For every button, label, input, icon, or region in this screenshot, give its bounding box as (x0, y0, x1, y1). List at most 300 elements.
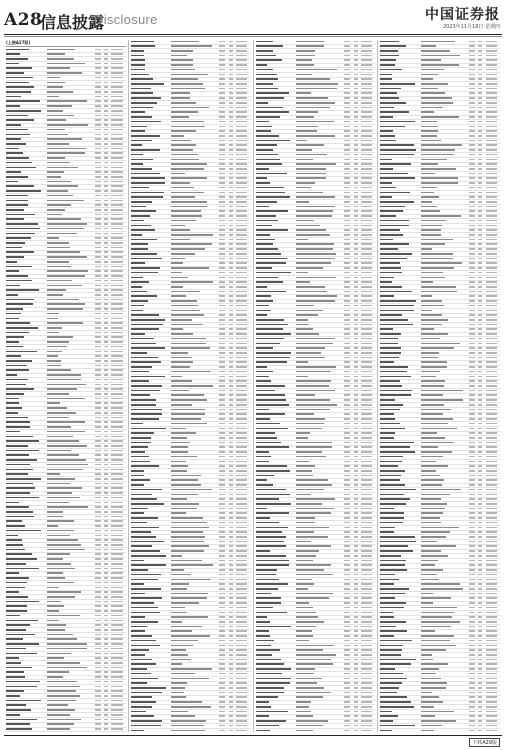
fine-print-text (236, 626, 247, 628)
table-cell (111, 350, 125, 353)
fine-print-text (131, 239, 157, 241)
fine-print-text (47, 82, 65, 84)
fine-print-text (229, 380, 233, 382)
fine-print-text (361, 88, 372, 90)
fine-print-text (95, 700, 101, 702)
table-cell (229, 493, 236, 496)
fine-print-text (47, 643, 87, 645)
table-cell (131, 177, 172, 180)
table-cell (171, 158, 219, 161)
fine-print-text (171, 715, 195, 717)
fine-print-text (344, 267, 350, 269)
fine-print-text (354, 206, 358, 208)
fine-print-text (219, 682, 225, 684)
fine-print-text (6, 473, 28, 475)
fine-print-text (344, 286, 350, 288)
table-cell (111, 48, 125, 51)
fine-print-text (131, 243, 148, 245)
fine-print-text (95, 72, 101, 74)
fine-print-text (131, 300, 149, 302)
fine-print-text (104, 605, 108, 607)
fine-print-text (171, 258, 185, 260)
table-cell (47, 577, 95, 580)
fine-print-text (47, 299, 80, 301)
fine-print-text (111, 96, 122, 98)
fine-print-text (219, 649, 225, 651)
fine-print-text (111, 572, 122, 574)
table-cell (95, 265, 105, 268)
fine-print-text (104, 332, 108, 334)
fine-print-text (111, 431, 122, 433)
fine-print-text (131, 593, 145, 595)
fine-print-text (47, 671, 69, 673)
fine-print-text (131, 428, 166, 430)
table-cell (111, 643, 125, 646)
fine-print-text (296, 215, 331, 217)
fine-print-text (219, 465, 225, 467)
fine-print-text (95, 506, 101, 508)
table-cell (6, 591, 47, 594)
table-cell (47, 416, 95, 419)
table-cell (236, 59, 250, 62)
fine-print-text (256, 144, 278, 146)
fine-print-text (47, 704, 69, 706)
fine-print-text (236, 281, 247, 283)
table-cell (111, 657, 125, 660)
fine-print-text (171, 239, 190, 241)
fine-print-text (131, 612, 160, 614)
table-cell (236, 663, 250, 666)
table-cell (236, 644, 250, 647)
table-cell (95, 124, 105, 127)
table-cell (47, 265, 95, 268)
table-cell (47, 591, 95, 594)
fine-print-text (236, 545, 247, 547)
table-cell (6, 516, 47, 519)
table-cell (47, 298, 95, 301)
table-cell (131, 503, 172, 506)
fine-print-text (104, 181, 108, 183)
table-cell (236, 97, 250, 100)
fine-print-text (236, 126, 247, 128)
table-cell (131, 253, 172, 256)
table-cell (111, 360, 125, 363)
table-cell (236, 239, 250, 242)
fine-print-text (256, 361, 288, 363)
fine-print-text (256, 111, 289, 113)
fine-print-text (236, 470, 247, 472)
table-cell (6, 265, 47, 268)
table-cell (361, 352, 375, 355)
fine-print-text (361, 144, 372, 146)
table-cell (111, 563, 125, 566)
fine-print-text (131, 343, 156, 345)
table-cell (47, 63, 95, 66)
fine-print-text (354, 432, 358, 434)
fine-print-text (296, 310, 323, 312)
table-cell (131, 314, 172, 317)
table-cell (219, 630, 229, 633)
table-cell (219, 305, 229, 308)
table-cell (344, 83, 354, 86)
fine-print-text (104, 195, 108, 197)
table-cell (47, 119, 95, 122)
table-cell (171, 644, 219, 647)
fine-print-text (354, 310, 358, 312)
fine-print-text (104, 398, 108, 400)
fine-print-text (296, 305, 314, 307)
fine-print-text (6, 653, 37, 655)
fine-print-text (95, 96, 101, 98)
table-cell (256, 432, 297, 435)
table-cell (219, 550, 229, 553)
fine-print-text (95, 643, 101, 645)
table-cell (219, 333, 229, 336)
fine-print-text (47, 487, 82, 489)
table-cell (344, 201, 354, 204)
table-cell (47, 365, 95, 368)
fine-print-text (47, 105, 72, 107)
fine-print-text (296, 418, 325, 420)
fine-print-text (6, 49, 29, 51)
fine-print-text (104, 96, 108, 98)
fine-print-text (171, 489, 211, 491)
fine-print-text (296, 206, 335, 208)
table-cell (47, 129, 95, 132)
table-cell (171, 522, 219, 525)
fine-print-text (95, 251, 101, 253)
fine-print-text (219, 187, 225, 189)
fine-print-text (361, 92, 372, 94)
table-cell (236, 640, 250, 643)
fine-print-text (131, 673, 151, 675)
fine-print-text (104, 487, 108, 489)
fine-print-text (296, 258, 334, 260)
fine-print-text (219, 149, 225, 151)
fine-print-text (6, 261, 17, 263)
fine-print-text (131, 182, 165, 184)
table-cell (296, 191, 344, 194)
table-cell (219, 125, 229, 128)
table-cell (229, 541, 236, 544)
fine-print-text (171, 210, 200, 212)
table-cell (354, 323, 361, 326)
fine-print-text (6, 167, 36, 169)
fine-print-text (236, 357, 247, 359)
table-cell (111, 709, 125, 712)
table-cell (104, 228, 111, 231)
fine-print-text (104, 261, 108, 263)
fine-print-text (47, 587, 59, 589)
table-cell (131, 234, 172, 237)
fine-print-text (6, 525, 25, 527)
table-cell (229, 59, 236, 62)
fine-print-text (111, 129, 122, 131)
table-cell (229, 319, 236, 322)
table-cell (171, 408, 219, 411)
table-cell (104, 124, 111, 127)
table-cell (104, 195, 111, 198)
fine-print-text (171, 560, 202, 562)
table-cell (171, 692, 219, 695)
table-cell (219, 229, 229, 232)
table-cell (219, 687, 229, 690)
fine-print-text (236, 607, 247, 609)
fine-print-text (104, 459, 108, 461)
fine-print-text (131, 437, 151, 439)
table-cell (47, 615, 95, 618)
fine-print-text (219, 437, 225, 439)
fine-print-text (354, 41, 358, 43)
fine-print-text (354, 305, 358, 307)
fine-print-text (104, 237, 108, 239)
table-cell (296, 427, 344, 430)
fine-print-text (229, 74, 233, 76)
table-cell (111, 482, 125, 485)
fine-print-text (296, 281, 309, 283)
table-cell (111, 383, 125, 386)
fine-print-text (131, 149, 160, 151)
fine-print-text (111, 157, 122, 159)
fine-print-text (171, 305, 197, 307)
table-cell (219, 64, 229, 67)
table-cell (47, 162, 95, 165)
fine-print-text (95, 341, 101, 343)
fine-print-text (219, 432, 225, 434)
fine-print-text (219, 715, 225, 717)
table-cell (171, 78, 219, 81)
table-cell (131, 106, 172, 109)
fine-print-text (6, 327, 38, 329)
table-cell (361, 248, 375, 251)
fine-print-text (256, 248, 279, 250)
table-cell (229, 97, 236, 100)
table-cell (296, 451, 344, 454)
table-cell (171, 621, 219, 624)
table-cell (6, 643, 47, 646)
fine-print-text (171, 69, 195, 71)
fine-print-text (296, 69, 337, 71)
table-cell (6, 718, 47, 721)
table-cell (236, 78, 250, 81)
table-cell (219, 484, 229, 487)
table-cell (111, 247, 125, 250)
table-cell (6, 124, 47, 127)
fine-print-text (344, 111, 350, 113)
table-cell (256, 111, 297, 114)
fine-print-text (6, 275, 28, 277)
table-cell (47, 558, 95, 561)
table-cell (296, 111, 344, 114)
fine-print-text (95, 558, 101, 560)
fine-print-text (6, 436, 33, 438)
fine-print-text (256, 347, 274, 349)
table-cell (6, 671, 47, 674)
fine-print-text (111, 346, 122, 348)
fine-print-text (361, 314, 372, 316)
table-cell (219, 503, 229, 506)
table-cell (219, 555, 229, 558)
fine-print-text (256, 262, 287, 264)
fine-print-text (171, 177, 206, 179)
fine-print-text (95, 379, 101, 381)
fine-print-text (131, 74, 150, 76)
table-cell (344, 78, 354, 81)
fine-print-text (47, 388, 78, 390)
fine-print-text (95, 704, 101, 706)
fine-print-text (229, 126, 233, 128)
fine-print-text (111, 280, 122, 282)
table-cell (131, 625, 172, 628)
fine-print-text (256, 159, 280, 161)
table-cell (6, 228, 47, 231)
table-cell (131, 380, 172, 383)
table-cell (229, 710, 236, 713)
fine-print-text (6, 318, 19, 320)
table-cell (219, 135, 229, 138)
table-cell (219, 177, 229, 180)
fine-print-text (6, 591, 19, 593)
fine-print-text (344, 390, 350, 392)
fine-print-text (95, 638, 101, 640)
table-cell (6, 261, 47, 264)
fine-print-text (229, 663, 233, 665)
fine-print-text (131, 272, 158, 274)
table-cell (171, 394, 219, 397)
fine-print-text (95, 266, 101, 268)
fine-print-text (171, 555, 182, 557)
fine-print-text (95, 100, 101, 102)
table-cell (229, 630, 236, 633)
table-cell (47, 81, 95, 84)
table-cell (47, 435, 95, 438)
table-cell (131, 550, 172, 553)
fine-print-text (229, 730, 233, 732)
table-cell (361, 55, 375, 58)
fine-print-text (229, 45, 233, 47)
fine-print-text (229, 357, 233, 359)
fine-print-text (219, 253, 225, 255)
table-cell (6, 185, 47, 188)
table-cell (344, 59, 354, 62)
fine-print-text (111, 709, 122, 711)
fine-print-text (95, 171, 101, 173)
table-cell (344, 111, 354, 114)
fine-print-text (104, 299, 108, 301)
fine-print-text (6, 492, 30, 494)
table-cell (171, 564, 219, 567)
fine-print-text (219, 489, 225, 491)
table-cell (131, 408, 172, 411)
fine-print-text (111, 469, 122, 471)
table-cell (131, 663, 172, 666)
table-cell (47, 728, 95, 731)
table-cell (354, 286, 361, 289)
table-cell (6, 685, 47, 688)
fine-print-text (104, 365, 108, 367)
table-cell (131, 640, 172, 643)
fine-print-text (171, 225, 185, 227)
table-cell (104, 454, 111, 457)
fine-print-text (111, 662, 122, 664)
table-cell (256, 234, 297, 237)
fine-print-text (95, 719, 101, 721)
fine-print-text (361, 253, 372, 255)
table-cell (171, 413, 219, 416)
table-cell (6, 133, 47, 136)
table-cell (95, 261, 105, 264)
fine-print-text (131, 640, 156, 642)
fine-print-text (256, 295, 272, 297)
table-cell (104, 242, 111, 245)
fine-print-text (6, 469, 33, 471)
table-cell (171, 139, 219, 142)
table-cell (111, 648, 125, 651)
fine-print-text (6, 582, 27, 584)
table-cell (229, 323, 236, 326)
fine-print-text (6, 313, 21, 315)
fine-print-text (236, 262, 247, 264)
table-cell (6, 289, 47, 292)
fine-print-text (296, 140, 307, 142)
fine-print-text (354, 135, 358, 137)
table-cell (95, 195, 105, 198)
table-cell (296, 88, 344, 91)
table-cell (95, 223, 105, 226)
table-cell (131, 470, 172, 473)
table-cell (95, 157, 105, 160)
table-cell (171, 116, 219, 119)
table-cell (95, 530, 105, 533)
table-cell (354, 224, 361, 227)
table-cell (104, 105, 111, 108)
table-cell (131, 536, 172, 539)
table-cell (95, 728, 105, 731)
fine-print-text (104, 553, 108, 555)
table-cell (47, 346, 95, 349)
fine-print-text (361, 267, 372, 269)
table-cell (344, 338, 354, 341)
table-cell (354, 333, 361, 336)
fine-print-text (104, 695, 108, 697)
table-cell (219, 59, 229, 62)
table-cell (171, 729, 219, 732)
fine-print-text (6, 129, 28, 131)
table-cell (229, 116, 236, 119)
table-cell (95, 270, 105, 273)
table-cell (111, 322, 125, 325)
fine-print-text (171, 121, 204, 123)
fine-print-text (131, 380, 150, 382)
table-cell (6, 445, 47, 448)
fine-print-text (111, 275, 122, 277)
table-cell (219, 517, 229, 520)
fine-print-text (171, 725, 204, 727)
table-cell (104, 473, 111, 476)
fine-print-text (229, 409, 233, 411)
table-cell (6, 303, 47, 306)
table-cell (171, 446, 219, 449)
table-cell (47, 506, 95, 509)
table-cell (361, 342, 375, 345)
table-cell (131, 229, 172, 232)
table-cell (95, 600, 105, 603)
fine-print-text (104, 63, 108, 65)
fine-print-text (344, 399, 350, 401)
table-cell (236, 635, 250, 638)
table-cell (104, 610, 111, 613)
table-cell (219, 706, 229, 709)
